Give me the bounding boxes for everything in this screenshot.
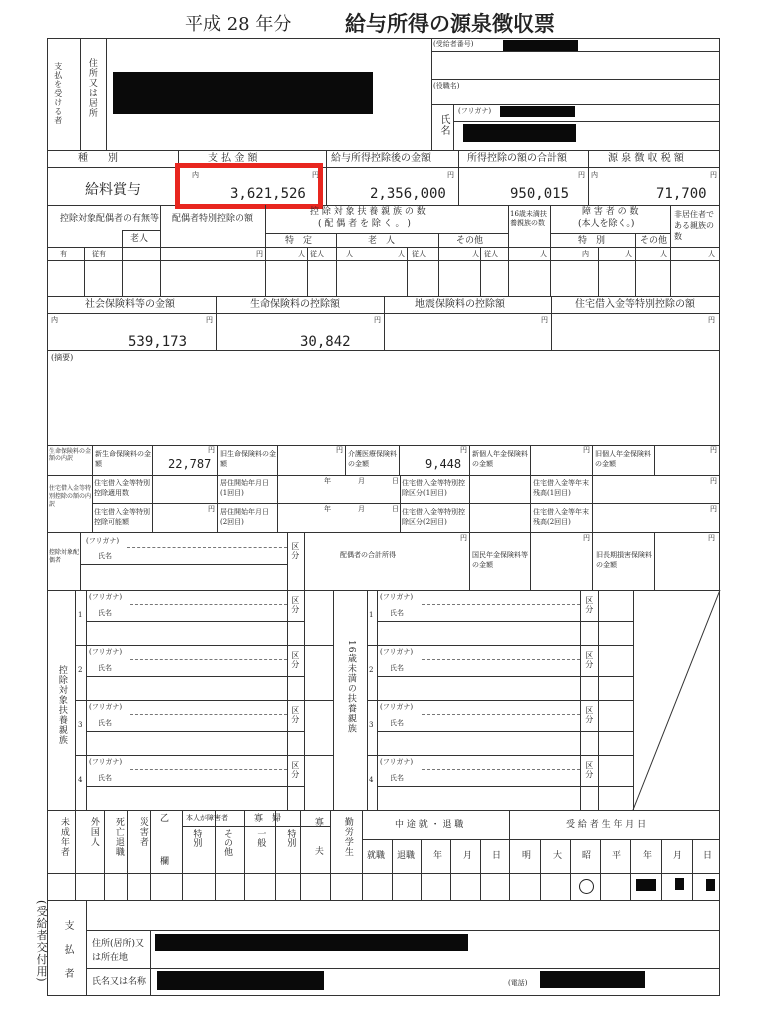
bottom-table-divider [540,839,541,900]
has-other-mark: 従有 [92,250,106,258]
elder-header: 老人 [130,234,149,244]
old-life-label: 旧生命保険料の金額 [220,450,276,468]
pay-amount-header: 支 払 金 額 [208,153,258,164]
tokubetsu-1: 特別 [191,829,202,847]
redacted-birth-month [675,878,684,890]
dep-left-kubun: 区分 [290,706,300,724]
dep-left-name: 氏名 [98,609,112,617]
social-insurance-header: 社会保険料等の金額 [85,299,175,310]
dep-left-number: 4 [78,776,83,784]
after-deduction-header: 給与所得控除後の金額 [331,153,431,164]
bottom-table-divider [127,810,128,900]
bottom-table-divider [692,839,693,900]
redacted-birth-year [636,879,656,891]
midway-header: 中 途 就 ・ 退 職 [395,820,464,830]
withholding-inner-label: 内 [591,171,598,179]
dependents-header: 控 除 対 象 扶 養 親 族 の 数 [310,207,426,217]
taishoku: 退職 [397,851,416,861]
spouse-income-yen: 円 [460,534,467,542]
dep-left-furigana: (フリガナ) [89,648,123,656]
elder-follow: 従人 [412,250,426,258]
dep-left-furigana: (フリガナ) [89,703,123,711]
pay-yen: 円 [312,171,319,179]
deduction-total-header: 所得控除の額の合計額 [467,153,567,164]
new-life-label: 新生命保険料の金額 [95,450,151,468]
dep-right-kubun: 区分 [584,706,594,724]
student-col: 勤労学生 [342,817,353,857]
dep-right-number: 1 [369,611,374,619]
dep-right-furigana: (フリガナ) [380,593,414,601]
spouse-presence-header: 控除対象配偶者の有無等 [60,214,160,224]
start2-month: 月 [358,505,365,513]
widow-header: 寡 婦 [254,814,282,824]
mid-month: 月 [463,851,473,861]
under16-header: 16歳未満扶養親族の数 [510,210,547,228]
dep-right-kubun: 区分 [584,596,594,614]
dep-left-furigana: (フリガナ) [89,593,123,601]
dependents-subheader: ( 配 偶 者 を 除 く 。 ) [318,219,411,229]
care-yen: 円 [460,446,467,454]
dep-left-number: 2 [78,666,83,674]
start1-year: 年 [324,477,331,485]
self-disabled-header: 本人が障害者 [186,814,228,822]
dep-right-number: 4 [369,776,374,784]
withholding-header: 源 泉 徴 収 税 額 [608,153,684,164]
bottom-table-divider [450,839,451,900]
showa-circle-mark [579,879,594,894]
disabled-other-header: その他 [640,236,668,246]
bottom-table-divider [570,839,571,900]
housing-possible-label: 住宅借入金等特別控除可能額 [94,508,150,526]
start2-year: 年 [324,505,331,513]
old-pension-yen: 円 [710,446,717,454]
dep-left-number: 3 [78,721,83,729]
start1-day: 日 [392,477,399,485]
quake-insurance-header: 地震保険料の控除額 [415,299,505,310]
birth-month: 月 [673,851,683,861]
payer-name-label: 氏名又は名称 [92,977,147,987]
new-pension-yen: 円 [583,446,590,454]
specific-header: 特 定 [285,236,313,246]
type-value: 給料賞与 [85,182,141,198]
dep-left-kubun: 区分 [290,596,300,614]
bottom-table-divider [661,839,662,900]
bottom-table-divider [215,826,216,900]
care-label: 介護医療保険料の金額 [348,450,397,468]
birth-header: 受 給 者 生 年 月 日 [566,820,647,830]
spouse-yen: 円 [256,250,263,258]
otsu-col: 乙 [160,814,170,824]
dep-right-name: 氏名 [390,609,404,617]
yes-mark: 有 [60,250,67,258]
life-detail-label: 生命保険料の金額の内訳 [49,448,92,463]
bottom-table-divider [509,810,510,900]
bottom-table-divider [600,839,601,900]
special-inner: 内 [582,250,589,258]
after-deduction-value: 2,356,000 [370,186,446,202]
death-col: 死亡退職 [113,817,124,857]
form-year: 平成 28 年分 [185,14,292,35]
ran-col: 欄 [160,857,170,867]
social-inner: 内 [51,316,58,324]
dep-left-kubun: 区分 [290,651,300,669]
bottom-table-divider [362,810,363,900]
ippan: 一般 [255,829,266,847]
disabled-other-people: 人 [660,250,667,258]
withholding-yen: 円 [710,171,717,179]
bottom-table-divider [630,839,631,900]
bottom-table-divider [300,810,301,900]
bottom-table-divider [150,810,151,900]
new-pension-label: 新個人年金保険料の金額 [472,450,528,468]
start2-label: 居住開始年月日(2回目) [220,508,269,526]
elder-people-1: 人 [346,250,353,258]
tel-label: (電話) [508,979,528,987]
dep-left-furigana: (フリガナ) [89,758,123,766]
pay-inner-label: 内 [192,171,199,179]
meiji: 明 [522,851,532,861]
dep-right-name: 氏名 [390,774,404,782]
pension-yen: 円 [583,534,590,542]
bottom-table-divider [75,810,76,900]
spouse-special-header: 配偶者特別控除の額 [172,214,254,224]
bal2-label: 住宅借入金等年末残高(2回目) [533,508,589,526]
nonresident-header: 非居住者である親族の数 [674,210,714,241]
housing-possible-yen: 円 [208,505,215,513]
type-header: 種 別 [78,153,118,164]
quake-yen: 円 [541,316,548,324]
recipient-side-label: 支払を受ける者 [53,62,63,125]
housing-count-label: 住宅借入金等特別控除適用数 [94,479,150,497]
bal1-yen: 円 [710,477,717,485]
dependents-right-label: 16歳未満の扶養親族 [345,640,356,734]
furigana-label: (フリガナ) [458,107,492,115]
spouse-furigana: (フリガナ) [86,537,120,545]
redacted-payer-name [157,971,324,990]
dep-left-name: 氏名 [98,774,112,782]
other-follow: 従人 [484,250,498,258]
bottom-table-divider [480,839,481,900]
payer-address-label: 住所(居所)又は所在地 [92,939,145,963]
care-value: 9,448 [425,457,462,471]
housing-detail-label: 住宅借入金等特別控除の額の内訳 [49,485,92,508]
spouse-kubun: 区分 [290,542,300,560]
spouse-income: 配偶者の合計所得 [340,551,396,559]
specific-people: 人 [298,250,305,258]
life-value: 30,842 [300,334,351,350]
redacted-payer-tel [540,971,645,988]
life-yen: 円 [374,316,381,324]
social-value: 539,173 [128,334,188,350]
disaster-col: 災害者 [137,817,148,847]
specific-follow: 従人 [310,250,324,258]
bottom-table-divider [421,839,422,900]
bottom-table-divider [275,826,276,900]
summary-label: (摘要) [51,353,74,362]
housing-yen: 円 [708,316,715,324]
kind2-label: 住宅借入金等特別控除区分(2回目) [402,508,465,526]
deduction-total-value: 950,015 [510,186,570,202]
heisei: 平 [612,851,622,861]
bal2-yen: 円 [710,505,717,513]
elder-people-2: 人 [398,250,405,258]
bottom-table-divider [330,810,331,900]
bottom-table-divider [244,810,245,900]
mid-day: 日 [492,851,502,861]
dep-right-name: 氏名 [390,719,404,727]
dep-right-kubun: 区分 [584,651,594,669]
address-label: 住所又は居所 [86,58,97,118]
dep-right-furigana: (フリガナ) [380,703,414,711]
special-header: 特 別 [578,236,606,246]
life-insurance-header: 生命保険料の控除額 [250,299,340,310]
minor-col: 未成年者 [58,817,69,857]
spouse-name: 氏名 [98,552,112,560]
redacted-payer-address [155,934,468,951]
bottom-table-divider [392,839,393,900]
dep-right-number: 2 [369,666,374,674]
showa: 昭 [582,851,592,861]
deduction-yen: 円 [578,171,585,179]
new-life-value: 22,787 [168,457,212,471]
shushoku: 就職 [367,851,386,861]
under16-people: 人 [540,250,547,258]
birth-day: 日 [703,851,713,861]
social-yen: 円 [206,316,213,324]
recipient-number-label: (受給者番号) [433,40,474,48]
elder-dep-header: 老 人 [368,236,396,246]
redacted-birth-day [706,879,715,891]
recipient-copy-label: (受給者交付用) [35,900,49,983]
bal1-label: 住宅借入金等年末残高(1回目) [533,479,589,497]
mid-year: 年 [433,851,443,861]
dep-left-number: 1 [78,611,83,619]
new-life-yen: 円 [208,446,215,454]
housing-loan-header: 住宅借入金等特別控除の額 [575,299,695,310]
other-dep-header: その他 [456,236,484,246]
disabled-header: 障 害 者 の 数 [582,207,639,217]
pay-amount-value: 3,621,526 [230,186,306,202]
tokubetsu-2: 特別 [285,829,296,847]
pension-label: 国民年金保険料等の金額 [472,551,528,569]
disabled-subheader: (本人を除く。) [578,219,635,229]
old-long-yen: 円 [708,534,715,542]
special-people: 人 [625,250,632,258]
start1-label: 居住開始年月日(1回目) [220,479,269,497]
nonresident-people: 人 [708,250,715,258]
start1-month: 月 [358,477,365,485]
dependents-left-label: 控除対象扶養親族 [56,665,67,745]
other-people: 人 [472,250,479,258]
dep-left-name: 氏名 [98,719,112,727]
widower-col: 寡夫 [312,817,323,875]
start2-day: 日 [392,505,399,513]
kind1-label: 住宅借入金等特別控除区分(1回目) [402,479,465,497]
after-yen: 円 [447,171,454,179]
birth-year: 年 [643,851,653,861]
dep-right-number: 3 [369,721,374,729]
taisho: 大 [553,851,563,861]
old-long-label: 旧長期損害保険料の金額 [596,551,652,569]
payer-label: 支払者 [62,920,73,992]
old-pension-label: 旧個人年金保険料の金額 [595,450,651,468]
bottom-table-divider [182,810,183,900]
foreigner-col: 外国人 [88,817,99,847]
position-label: (役職名) [433,82,460,90]
withholding-value: 71,700 [656,186,707,202]
dep-right-furigana: (フリガナ) [380,648,414,656]
form-title: 給与所得の源泉徴収票 [345,12,555,36]
name-label: 氏名 [438,114,449,136]
dep-right-furigana: (フリガナ) [380,758,414,766]
dep-right-kubun: 区分 [584,761,594,779]
sonota-1: その他 [222,829,232,856]
dep-left-kubun: 区分 [290,761,300,779]
dep-left-name: 氏名 [98,664,112,672]
old-life-yen: 円 [336,446,343,454]
spouse-section-label: 控除対象配偶者 [49,549,80,565]
dep-right-name: 氏名 [390,664,404,672]
bottom-table-divider [104,810,105,900]
